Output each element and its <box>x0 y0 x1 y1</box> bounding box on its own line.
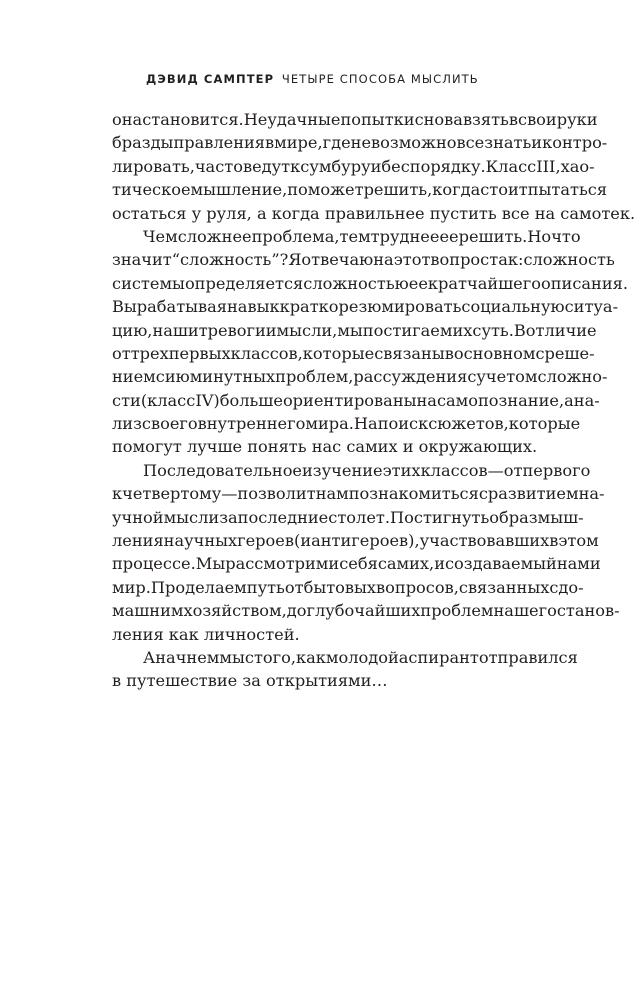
running-head-author: ДЭВИД САМПТЕР <box>146 72 275 86</box>
text-line: к четвертому — позволит нам познакомиться с развитием на- <box>112 484 605 504</box>
text-line: мир. Проделаем путь от бытовых вопросов, связанных с до- <box>112 577 584 597</box>
text-line: цию, наши тревоги и мысли, мы постигаем их суть. В отличие <box>112 320 597 340</box>
text-line: в путешествие за открытиями… <box>112 671 388 691</box>
text-line: процессе. Мы рассмотрим и себя самих, и создаваемый нами <box>112 554 601 574</box>
text-line: ления научных героев (и антигероев), участвовавших в этом <box>112 531 599 551</box>
text-line: А начнем мы с того, как молодой аспирант отправился <box>143 647 578 667</box>
text-line: помогут лучше понять нас самих и окружающих. <box>112 437 538 457</box>
text-line: бразды правления в мире, где невозможно все знать и контро- <box>112 133 608 153</box>
text-line: Последовательное изучение этих классов — от первого <box>143 460 591 480</box>
text-line: лировать, часто ведут к сумбуру и беспорядку. Класс III, хао- <box>112 156 595 176</box>
text-line: машним хозяйством, до глубочайших проблем нашего станов- <box>112 601 620 621</box>
text-line: от трех первых классов, которые связаны в основном с реше- <box>112 343 595 363</box>
text-line: учной мысли за последние сто лет. Постигнуть образ мыш- <box>112 507 584 527</box>
text-line: она становится. Неудачные попытки снова взять в свои руки <box>112 110 598 129</box>
text-line: остаться у руля, а когда правильнее пустить все на самотек. <box>112 203 636 223</box>
text-line: системы определяется сложностью ее кратчайшего описания. <box>112 273 628 293</box>
text-line: тическое мышление, поможет решить, когда стоит пытаться <box>112 180 608 200</box>
text-line: ления как личностей. <box>112 624 300 644</box>
body-text <box>112 108 636 693</box>
running-head-book-title: ЧЕТЫРЕ СПОСОБА МЫСЛИТЬ <box>281 72 479 86</box>
text-line: Чем сложнее проблема, тем труднее ее решить. Но что <box>143 226 581 246</box>
running-head <box>146 72 479 86</box>
text-line: Вырабатывая навык кратко резюмировать социальную ситуа- <box>112 297 619 317</box>
text-line: нием сиюминутных проблем, рассуждения с учетом сложно- <box>112 367 608 387</box>
text-line: лиз своего внутреннего мира. На поиск сюжетов, которые <box>112 414 581 434</box>
text-line: значит “сложность”? Я отвечаю на этот вопрос так: сложность <box>112 250 615 270</box>
text-line: сти (класс IV) больше ориентированы на самопознание, ана- <box>112 390 600 410</box>
